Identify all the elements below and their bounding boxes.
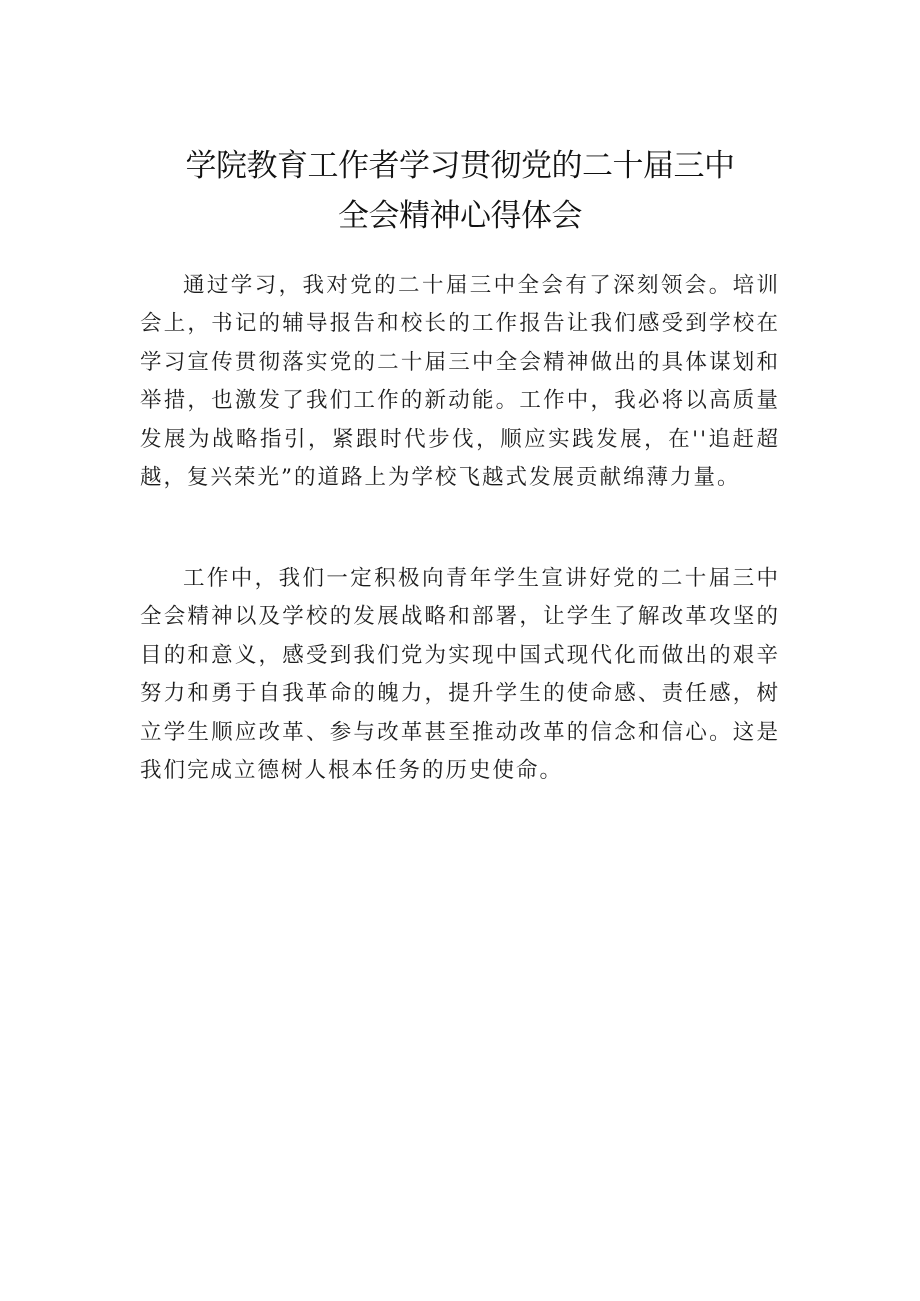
document-title-line-1: 学院教育工作者学习贯彻党的二十届三中	[185, 148, 735, 184]
body-paragraph-1: 通过学习，我对党的二十届三中全会有了深刻领会。培训会上，书记的辅导报告和校长的工作报告让我们感受到学校在学习宣传贯彻落实党的二十届三中全会精神做出的具体谋划和举措，也激发了我们工作的新动能。工作中，我必将以高质量发展为战略指引，紧跟时代步伐，顺应实践发展，在''追赶超越，复兴荣光”的道路上为学校飞越式发展贡献绵薄力量。	[140, 273, 780, 491]
document-title-line-2: 全会精神心得体会	[338, 198, 582, 234]
body-paragraph-2: 工作中，我们一定积极向青年学生宣讲好党的二十届三中全会精神以及学校的发展战略和部署，让学生了解改革攻坚的目的和意义，感受到我们党为实现中国式现代化而做出的艰辛努力和勇于自我革命的魄力，提升学生的使命感、责任感，树立学生顺应改革、参与改革甚至推动改革的信念和信心。这是我们完成立德树人根本任务的历史使命。	[140, 566, 780, 784]
